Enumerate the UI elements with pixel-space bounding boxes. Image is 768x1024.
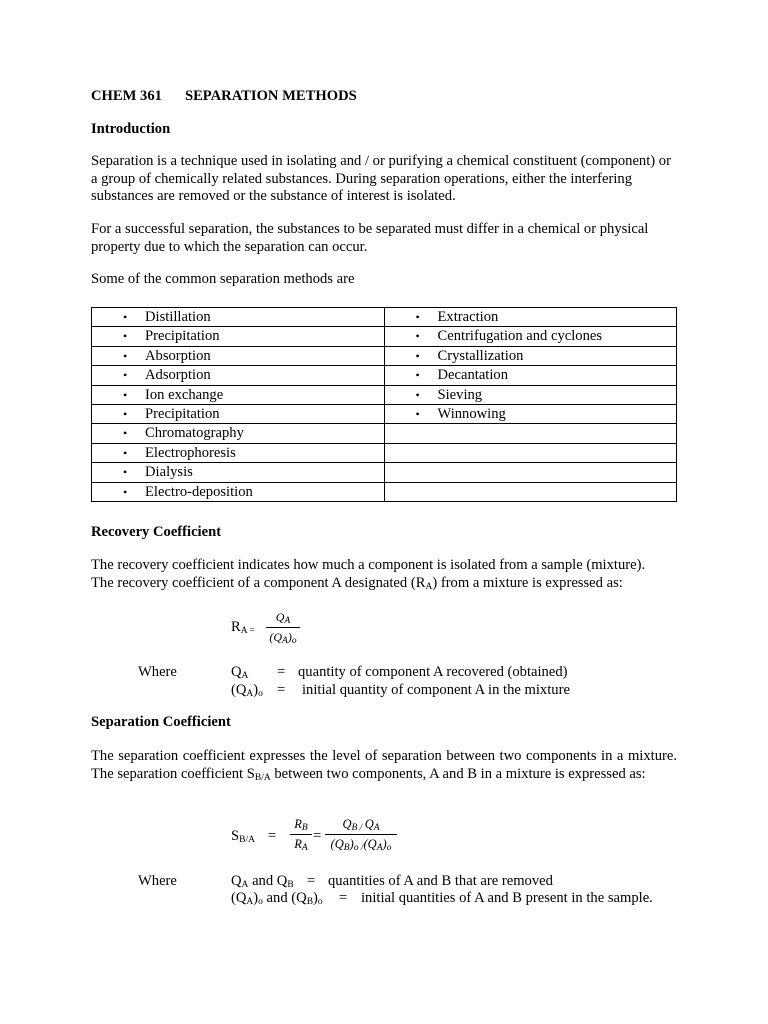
- method-name: Distillation: [145, 309, 211, 325]
- method-name: Crystallization: [437, 347, 524, 364]
- separation-def1-a: Q: [231, 873, 242, 889]
- separation-fraction1-line: [290, 834, 312, 835]
- separation-def2-sub2: o: [258, 897, 263, 907]
- methods-table-cell-right: [384, 404, 677, 423]
- methods-table-cell-left: [92, 308, 385, 327]
- separation-fraction2-numerator: [325, 817, 397, 832]
- method-list-item: [385, 424, 677, 442]
- bullet-icon: •: [415, 368, 420, 383]
- method-list-item: [385, 327, 677, 345]
- method-name: Dialysis: [145, 464, 193, 481]
- recovery-lhs-sub: A =: [240, 626, 255, 636]
- separation-def1-text: quantities of A and B that are removed: [328, 873, 553, 889]
- intro-heading: Introduction: [91, 121, 171, 137]
- bullet-icon: •: [123, 368, 128, 383]
- separation-fraction1-numerator: [290, 817, 312, 832]
- separation-def1-sub2: B: [287, 880, 294, 890]
- separation-f2-den-sub3: A: [376, 843, 383, 853]
- course-title: SEPARATION METHODS: [184, 88, 357, 104]
- separation-fraction2-denominator: [325, 837, 397, 852]
- separation-formula-lhs: [231, 828, 255, 845]
- recovery-p2-sub: A: [425, 582, 433, 592]
- recovery-def1-sub: A: [241, 671, 249, 681]
- recovery-den-open: (Q: [269, 630, 283, 644]
- separation-fraction2-line: [325, 834, 397, 835]
- methods-table-row: [92, 404, 677, 423]
- recovery-def1-text: quantity of component A recovered (obtained): [298, 664, 568, 680]
- bullet-icon: •: [123, 387, 128, 402]
- separation-p1-sub: B/A: [254, 772, 271, 783]
- methods-table-row: [92, 366, 677, 385]
- recovery-def2-symbol: [231, 682, 263, 699]
- separation-f2-den-sub4: o: [386, 843, 392, 853]
- bullet-icon: •: [415, 406, 420, 421]
- methods-table-cell-right: [384, 482, 677, 501]
- intro-paragraph-1: Separation is a technique used in isolating and / or purifying a chemical constituent (component) or a group of chemically related substances. During separation operations, either the interfering substances are removed or the substance of interest is isolated.: [91, 153, 671, 204]
- recovery-def2-sub2: o: [258, 689, 263, 699]
- method-name: Sieving: [437, 386, 483, 403]
- method-list-item: [385, 444, 677, 462]
- method-list-item: [385, 386, 677, 404]
- methods-table-cell-right: [384, 308, 677, 327]
- method-list-item: [385, 366, 677, 384]
- intro-paragraph-3: Some of the common separation methods are: [91, 271, 355, 287]
- separation-def2-b: ): [253, 890, 259, 906]
- separation-def2-sub1: A: [246, 897, 254, 907]
- bullet-icon: •: [415, 348, 420, 363]
- recovery-def1-equals: =: [277, 664, 286, 680]
- bullet-icon: •: [123, 426, 128, 441]
- method-list-item: [385, 347, 677, 365]
- methods-table: [91, 307, 677, 502]
- method-name: Winnowing: [437, 405, 506, 422]
- recovery-paragraph-1: The recovery coefficient indicates how much a component is isolated from a sample (mixture).: [91, 557, 646, 573]
- separation-f2-den-sub2: o /: [353, 843, 364, 853]
- recovery-den-sub2: o: [291, 636, 297, 646]
- method-list-item: [385, 405, 677, 423]
- bullet-icon: •: [123, 406, 128, 421]
- method-name: Centrifugation and cyclones: [437, 328, 603, 345]
- recovery-def2-sym-b: ): [253, 682, 259, 698]
- methods-table-cell-left: [92, 443, 385, 462]
- separation-def2-sub3: B: [306, 897, 314, 907]
- recovery-def1-sym: Q: [231, 664, 242, 680]
- separation-f2-num-sub2: A: [373, 823, 380, 833]
- bullet-icon: •: [123, 310, 128, 324]
- separation-f2-num-a: Q: [342, 817, 352, 831]
- separation-f2-den-c: (Q: [363, 837, 377, 851]
- recovery-def2-equals: =: [277, 682, 286, 698]
- separation-f1-num-sub: B: [301, 823, 308, 833]
- method-list-item: [92, 366, 384, 384]
- separation-f2-den-a: (Q: [330, 837, 344, 851]
- recovery-numerator: [266, 610, 300, 625]
- separation-f1-num-symbol: R: [294, 817, 302, 831]
- methods-table-row: [92, 424, 677, 443]
- recovery-num-sub: A: [284, 616, 291, 626]
- separation-f2-den-b: ): [349, 837, 354, 851]
- separation-where-label: Where: [138, 873, 177, 889]
- bullet-icon: •: [415, 310, 420, 324]
- method-name: Electrophoresis: [145, 444, 236, 461]
- separation-def2-c: and (Q: [262, 890, 307, 906]
- separation-paragraph: [91, 748, 677, 783]
- method-list-item: [92, 386, 384, 404]
- method-name: Precipitation: [145, 405, 220, 422]
- separation-def1-symbol: [231, 873, 294, 890]
- separation-p1-text-a: The separation coefficient expresses the level of separation between two components in a mixture. The separation coefficient S: [91, 748, 677, 782]
- bullet-icon: •: [415, 329, 420, 344]
- recovery-def2-sub: A: [246, 689, 254, 699]
- separation-fraction1-denominator: [290, 837, 312, 852]
- method-name: Precipitation: [145, 328, 220, 345]
- recovery-paragraph-2: [91, 575, 623, 592]
- separation-def1-b: and Q: [248, 873, 288, 889]
- separation-heading: Separation Coefficient: [91, 714, 231, 730]
- bullet-icon: •: [123, 348, 128, 363]
- methods-table-row: [92, 443, 677, 462]
- recovery-num-symbol: Q: [275, 610, 285, 624]
- methods-table-row: [92, 463, 677, 482]
- bullet-icon: •: [415, 387, 420, 402]
- methods-table-cell-right: [384, 327, 677, 346]
- separation-equals-2: =: [313, 828, 322, 844]
- separation-def2-symbol: [231, 890, 323, 907]
- recovery-p2-text-b: ) from a mixture is expressed as:: [432, 575, 623, 591]
- method-list-item: [92, 308, 384, 326]
- separation-def2-sub4: o: [317, 897, 323, 907]
- page-title: [91, 88, 357, 105]
- methods-table-cell-right: [384, 346, 677, 365]
- separation-lhs-sub: B/A: [239, 835, 255, 845]
- separation-f2-den-sub1: B: [343, 843, 350, 853]
- method-list-item: [92, 424, 384, 442]
- recovery-formula-lhs: [231, 619, 255, 636]
- separation-equals-1: =: [268, 828, 277, 844]
- method-name: Extraction: [437, 309, 499, 325]
- methods-table-cell-left: [92, 424, 385, 443]
- separation-def1-equals: =: [307, 873, 316, 889]
- method-list-item: [385, 463, 677, 481]
- bullet-icon: •: [123, 465, 128, 480]
- recovery-lhs-symbol: R: [231, 619, 241, 635]
- separation-def2-a: (Q: [231, 890, 247, 906]
- methods-table-cell-left: [92, 327, 385, 346]
- separation-lhs-symbol: S: [231, 828, 240, 844]
- methods-table-row: [92, 346, 677, 365]
- methods-table-row: [92, 308, 677, 327]
- intro-paragraph-2: For a successful separation, the substances to be separated must differ in a chemical or physical property due to which the separation can occur.: [91, 221, 649, 255]
- methods-table-cell-left: [92, 385, 385, 404]
- methods-table-cell-left: [92, 482, 385, 501]
- method-list-item: [92, 327, 384, 345]
- separation-f2-num-sub1: B /: [351, 823, 365, 833]
- method-name: Decantation: [437, 367, 509, 384]
- method-list-item: [385, 483, 677, 501]
- methods-table-cell-right: [384, 443, 677, 462]
- recovery-where-label: Where: [138, 664, 177, 680]
- methods-table-cell-left: [92, 346, 385, 365]
- methods-table-cell-right: [384, 463, 677, 482]
- bullet-icon: •: [123, 445, 128, 460]
- method-list-item: [92, 347, 384, 365]
- recovery-heading: Recovery Coefficient: [91, 524, 222, 540]
- method-name: Chromatography: [145, 425, 244, 442]
- methods-table-row: [92, 385, 677, 404]
- methods-table-row: [92, 482, 677, 501]
- method-list-item: [92, 463, 384, 481]
- separation-f1-den-symbol: R: [294, 837, 302, 851]
- methods-table-row: [92, 327, 677, 346]
- recovery-den-sub: A: [282, 636, 288, 646]
- methods-table-cell-right: [384, 385, 677, 404]
- recovery-denominator: [266, 630, 300, 645]
- method-list-item: [92, 483, 384, 501]
- methods-table-cell-left: [92, 366, 385, 385]
- separation-def2-equals: =: [339, 890, 348, 906]
- recovery-def2-sym-a: (Q: [231, 682, 247, 698]
- separation-def2-d: ): [313, 890, 318, 906]
- separation-def2-text: initial quantities of A and B present in the sample.: [361, 890, 653, 906]
- separation-f1-den-sub: A: [301, 843, 308, 853]
- bullet-icon: •: [123, 329, 128, 344]
- methods-table-cell-right: [384, 424, 677, 443]
- recovery-fraction-line: [266, 627, 300, 628]
- recovery-p2-text-a: The recovery coefficient of a component A designated (R: [91, 575, 426, 591]
- recovery-def2-text: initial quantity of component A in the mixture: [302, 682, 570, 698]
- recovery-den-close: ): [287, 630, 292, 644]
- separation-f2-den-d: ): [382, 837, 387, 851]
- bullet-icon: •: [123, 484, 128, 499]
- methods-table-cell-left: [92, 404, 385, 423]
- methods-table-cell-left: [92, 463, 385, 482]
- method-name: Ion exchange: [145, 386, 224, 403]
- separation-f2-num-b: Q: [364, 817, 374, 831]
- recovery-def1-symbol: [231, 664, 248, 681]
- separation-p1-text-b: between two components, A and B in a mixture is expressed as:: [270, 765, 646, 782]
- method-list-item: [92, 405, 384, 423]
- methods-table-cell-right: [384, 366, 677, 385]
- course-code: CHEM 361: [91, 88, 162, 104]
- separation-def1-sub1: A: [241, 880, 249, 890]
- method-name: Electro-deposition: [145, 483, 253, 500]
- method-list-item: [385, 308, 677, 326]
- method-name: Adsorption: [145, 367, 211, 384]
- method-list-item: [92, 444, 384, 462]
- method-name: Absorption: [145, 347, 211, 364]
